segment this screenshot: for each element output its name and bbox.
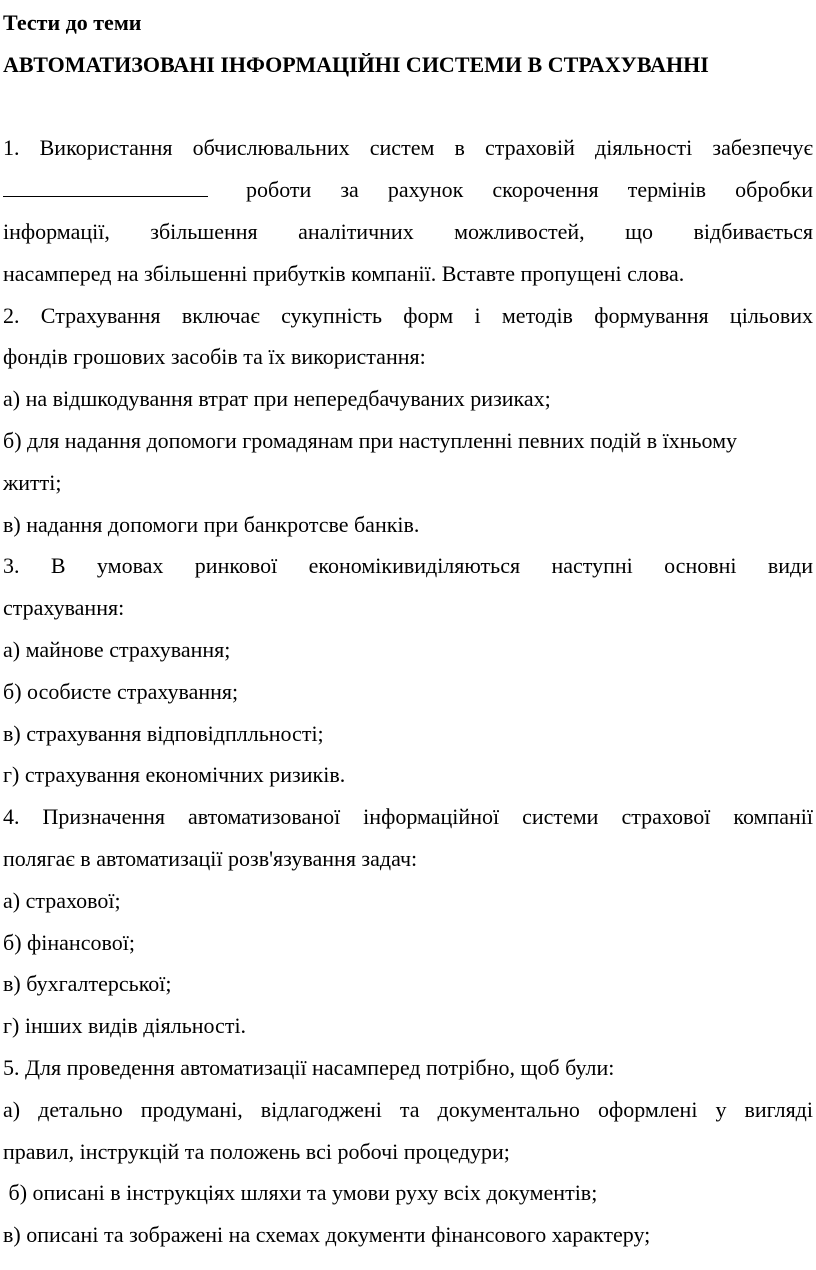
- q2-line-2: фондів грошових засобів та їх використання:: [3, 344, 426, 370]
- q1-line-2-text: роботи за рахунок скорочення термінів обробки: [246, 177, 813, 203]
- q1-line-3: інформації, збільшення аналітичних можливостей, що відбивається: [3, 218, 813, 244]
- q3-option-b: б) особисте страхування;: [3, 678, 239, 704]
- doc-subtitle: Тести до теми: [3, 10, 142, 35]
- answer-blank: [3, 170, 208, 197]
- q4-option-a: а) страхової;: [3, 887, 121, 913]
- q2-option-b-line-2: житті;: [3, 469, 62, 495]
- q3-option-a: а) майнове страхування;: [3, 636, 231, 662]
- q4-option-c: в) бухгалтерської;: [3, 971, 172, 997]
- q4-line-2: полягає в автоматизації розв'язування задач:: [3, 845, 418, 871]
- q5-option-a-line-1: а) детально продумані, відлагоджені та документально оформлені у вигляді: [3, 1096, 813, 1122]
- q2-option-a: а) на відшкодування втрат при непередбачуваних ризиках;: [3, 386, 551, 412]
- q1-line-2: [3, 169, 813, 211]
- q5-line-1: 5. Для проведення автоматизації насамперед потрібно, щоб були:: [3, 1054, 615, 1080]
- q5-option-a-line-2: правил, інструкцій та положень всі робочі процедури;: [3, 1138, 510, 1164]
- q4-option-b: б) фінансової;: [3, 929, 135, 955]
- q5-option-b: б) описані в інструкціях шляхи та умови руху всіх документів;: [3, 1180, 598, 1206]
- q3-line-2: страхування:: [3, 595, 125, 621]
- doc-title: АВТОМАТИЗОВАНІ ІНФОРМАЦІЙНІ СИСТЕМИ В СТРАХУВАННІ: [3, 51, 709, 77]
- q2-option-b-line-1: б) для надання допомоги громадянам при наступленні певних подій в їхньому: [3, 427, 738, 453]
- q3-option-d: г) страхування економічних ризиків.: [3, 762, 346, 788]
- q4-line-1: 4. Призначення автоматизованої інформаційної системи страхової компанії: [3, 804, 813, 830]
- q3-line-1: 3. В умовах ринкової економікивиділяються наступні основні види: [3, 553, 813, 579]
- q4-option-d: г) інших видів діяльності.: [3, 1013, 247, 1039]
- q2-line-1: 2. Страхування включає сукупність форм і методів формування цільових: [3, 302, 813, 328]
- q1-line-4: насамперед на збільшенні прибутків компанії. Вставте пропущені слова.: [3, 260, 685, 286]
- spacer: [3, 86, 816, 128]
- q1-line-1: 1. Використання обчислювальних систем в страховій діяльності забезпечує: [3, 135, 813, 161]
- q5-option-c: в) описані та зображені на схемах документи фінансового характеру;: [3, 1222, 651, 1248]
- q3-option-c: в) страхування відповідплльності;: [3, 720, 324, 746]
- q2-option-c: в) надання допомоги при банкротсве банків.: [3, 511, 420, 537]
